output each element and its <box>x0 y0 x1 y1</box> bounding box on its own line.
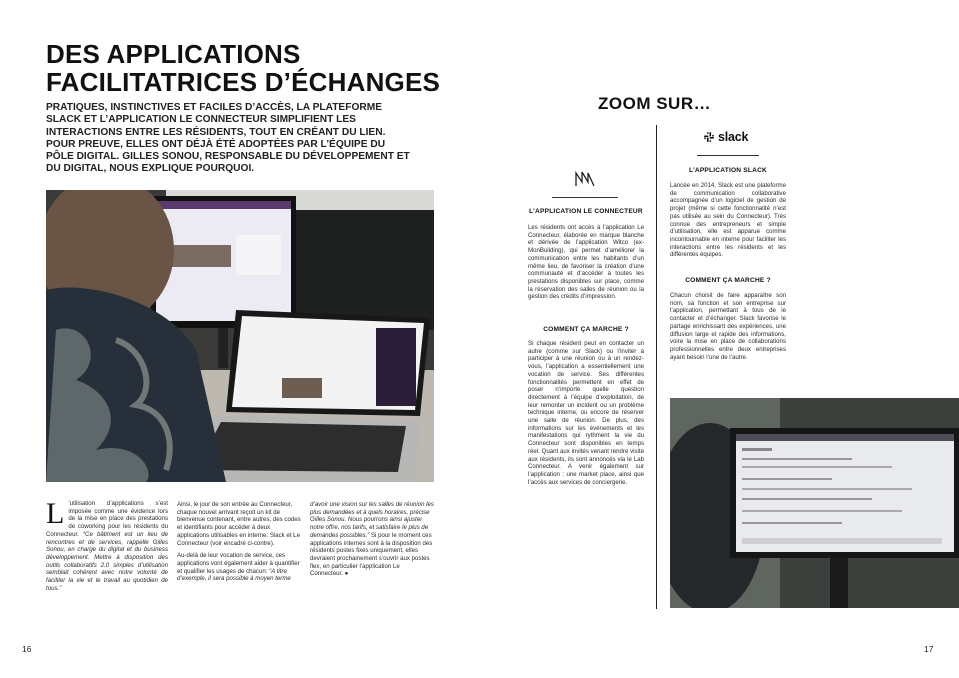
end-mark: ● <box>344 570 349 578</box>
col3-quote: d’avoir une vision sur les salles de réunion les plus demandées et à quels horaires, précise Gilles Sonou. Nous pourrons ainsi ajuster notre offre, nos tarifs, et satisfaire le plus de demandes possibles.” <box>310 501 434 539</box>
slack-wordmark: slack <box>718 130 749 144</box>
col2-paragraph-2: Au-delà de leur vocation de service, ces applications vont également aider à quantifier et qualifier les usages de chacun: <box>177 552 300 575</box>
slack-text: Lancée en 2014, Slack est une plateforme de communication collaborative accompagnée d’un logiciel de gestion de projet (même si cette fonctionnalité n’est pas utilisée au sein du Connecteur). Très connue des entrepreneurs et simple d’utilisation, elle est apparue comme incontournable en interne pour faciliter les interactions entre les résidents et les différentes équipes. <box>670 182 786 259</box>
slack-how-text: Chacun choisit de faire apparaître son nom, sa fonction et son entreprise sur l’application, permettant à tous de le contacter et d’échanger. Slack favorise le partage enrichissant des expériences, une diffusion large et rapide des informations, voire la mise en place de collaborations professionnelles entre deux entreprises ayant besoin l’une de l’autre. <box>670 292 786 361</box>
title-line-2: FACILITATRICES D’ÉCHANGES <box>46 67 441 97</box>
intro-paragraph: PRATIQUES, INSTINCTIVES ET FACILES D’ACCÈS, LA PLATEFORME SLACK ET L’APPLICATION LE CONNECTEUR SIMPLIFIENT LES INTERACTIONS ENTRE LES RÉSIDENTS, TOUT EN CRÉANT DU LIEN. POUR PREUVE, ELLES ONT DÉJÀ ÉTÉ ADOPTÉES PAR L’ÉQUIPE DU PÔLE DIGITAL. GILLES SONOU, RESPONSABLE DU DÉVELOPPEMENT ET DU DIGITAL, NOUS EXPLIQUE POURQUOI. <box>46 102 410 175</box>
slack-logo <box>703 130 748 144</box>
col1-quote: “Ce bâtiment est un lieu de rencontres et de services, rappelle Gilles Sonou, en charge du digital et du business développement. Mettre à disposition des outils collaboratifs 2.0 simples d’utilisation semblait cohérent avec notre volonté de faciliter la vie et le travail au quotidien de tous.” <box>46 530 169 592</box>
page-number-right: 17 <box>924 644 934 654</box>
title-line-1: DES APPLICATIONS <box>46 39 301 69</box>
drop-cap: L <box>46 497 65 530</box>
col2-paragraph-1: Ainsi, le jour de son entrée au Connecteur, chaque nouvel arrivant reçoit un kit de bienvenue contenant, entre autres, des codes et identifiants pour accéder à deux applications utilisables en interne: Slack et Le Connecteur (voir encadré ci-contre). <box>177 501 301 547</box>
page-number-left: 16 <box>22 644 32 654</box>
slack-icon <box>703 131 715 143</box>
page-title <box>46 40 466 96</box>
connecteur-rule <box>552 197 618 198</box>
connecteur-logo-icon <box>574 170 596 188</box>
col1-text: ’utilisation d’applications s’est imposée comme une évidence lors de la mise en place des prestations de coworking pour les résidents du Connecteur. <box>46 500 168 538</box>
slack-rule <box>697 155 759 156</box>
article-column-1 <box>46 497 169 597</box>
col2-quote: “A titre d’exemple, il sera possible à moyen terme <box>177 567 291 583</box>
connecteur-how-text: Si chaque résident peut en contacter un autre (comme sur Slack) ou l’inviter à participer à une réunion ou à un rendez-vous, l’application a essentiellement une vocation de service. Ses différentes fonctionnalités permettent en effet de poser n’importe quelle question directement à l’équipe d’exploitation, de leur remonter un incident ou un problème technique interne, ou encore de réserver une salle de réunion. De plus, des informations sur les événements et les manifestations qui rythment la vie du Connecteur sont disponibles en temps réel. Quant aux invités venant rendre visite aux résidents, ils sont annoncés via le Lab Connecteur. A venir également sur l’application : une market place, ainsi que l’accès aux services de conciergerie. <box>528 340 644 486</box>
col3-text: Si pour le moment ces applications internes sont à la disposition des résidents postes fixes uniquement, elles devraient prochainement s’ouvrir aux postes flex, en particulier l’application Le Connecteur. <box>310 531 433 578</box>
column-divider <box>656 125 657 609</box>
article-column-2 <box>177 501 301 588</box>
office-photo-monitor <box>670 398 959 608</box>
connecteur-heading: L’APPLICATION LE CONNECTEUR <box>529 208 643 215</box>
slack-how-heading: COMMENT ÇA MARCHE ? <box>685 277 771 284</box>
connecteur-how-heading: COMMENT ÇA MARCHE ? <box>543 326 629 333</box>
connecteur-text: Les résidents ont accès à l’application Le Connecteur, élaborée en marque blanche et dérivée de l’application Witco (ex-MonBuilding), qui permet d’améliorer la communication entre les habitants d’un même lieu, de favoriser la création d’une communauté et d’accéder à toutes les prestations disponibles sur place, comme la réservation des salles de réunion ou la gestion des crédits d’impression. <box>528 224 644 301</box>
slack-heading: L’APPLICATION SLACK <box>688 167 768 174</box>
zoom-title: ZOOM SUR… <box>598 94 712 113</box>
article-column-3 <box>310 501 434 583</box>
office-photo-laptop <box>46 190 434 482</box>
